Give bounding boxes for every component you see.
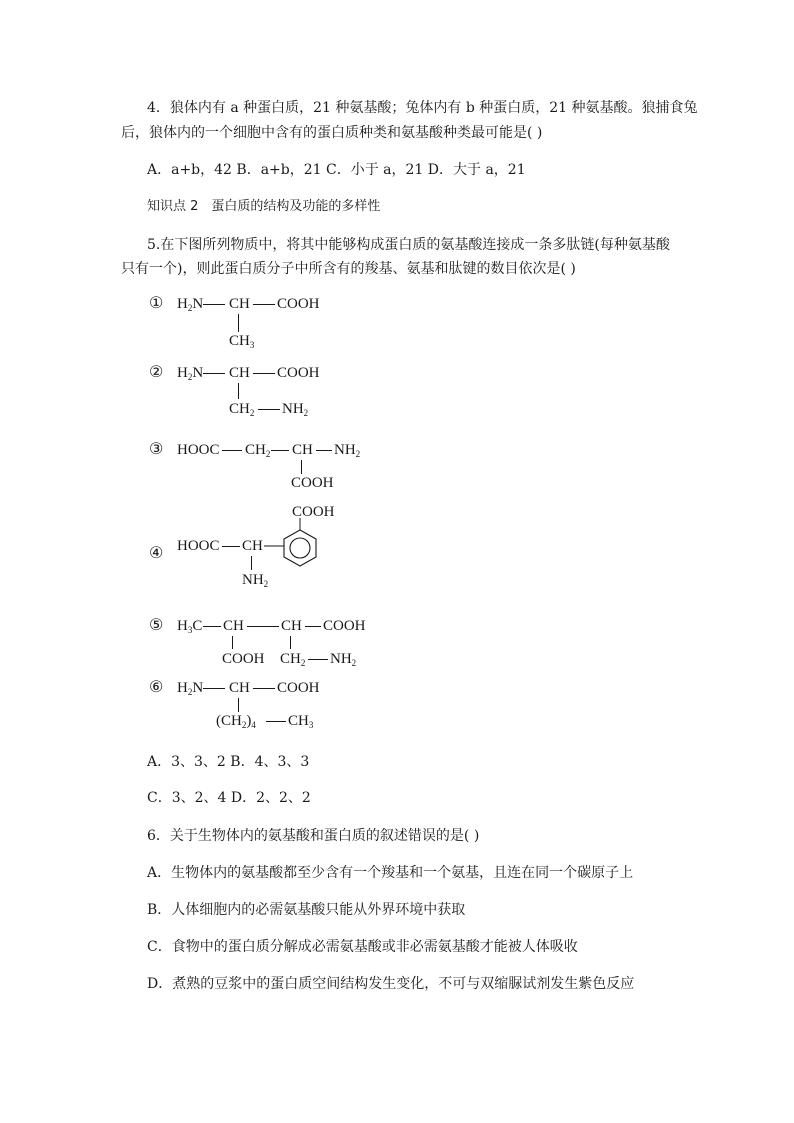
formula-side-chain: $CH_2$ (229, 401, 255, 418)
bond (238, 698, 239, 712)
formula-carbon-2: CH (281, 618, 302, 634)
structure-number: ② (149, 362, 164, 381)
bond (253, 304, 275, 305)
bond (301, 460, 302, 474)
formula-carbon: CH (229, 365, 250, 381)
bond (305, 626, 321, 627)
bond (251, 556, 252, 570)
formula-carbon: CH (292, 442, 313, 458)
formula-amino: $NH_2$ (242, 572, 269, 589)
structure-number: ① (149, 293, 164, 312)
q5-options-ab: A．3、3、2 B．4、3、3 (147, 754, 310, 770)
bond (247, 626, 279, 627)
formula-carbon: CH (229, 680, 250, 696)
q5-options-cd: C．3、2、4 D．2、2、2 (147, 790, 311, 806)
q4-options: A．a+b，42 B．a+b，21 C．小于 a，21 D．大于 a，21 (147, 162, 526, 178)
bond (238, 383, 239, 399)
bond (316, 450, 332, 451)
q4-stem-line2: 后，狼体内的一个细胞中含有的蛋白质种类和氨基酸种类最可能是( ) (121, 125, 543, 141)
formula-main: $H_2N$ (177, 365, 204, 382)
bond (203, 373, 225, 374)
bond (232, 636, 233, 649)
bond (258, 409, 280, 410)
structure-number: ⑥ (149, 677, 164, 696)
q6-option-a: A．生物体内的氨基酸都至少含有一个羧基和一个氨基，且连在同一个碳原子上 (147, 865, 634, 881)
q6-option-b: B．人体细胞内的必需氨基酸只能从外界环境中获取 (147, 902, 466, 918)
formula-carboxyl: COOH (277, 296, 320, 312)
bond (222, 546, 240, 547)
formula-amino: $NH_2$ (330, 651, 357, 668)
formula-side-chain: $CH_2$ (280, 651, 306, 668)
q6-stem: 6．关于生物体内的氨基酸和蛋白质的叙述错误的是( ) (147, 828, 480, 844)
formula-amino: $NH_2$ (282, 401, 309, 418)
formula-ring-carboxyl: COOH (292, 504, 335, 520)
bond (253, 373, 275, 374)
bond (271, 450, 289, 451)
formula-carbon-1: CH (223, 618, 244, 634)
formula-amino: $NH_2$ (334, 442, 361, 459)
q5-stem-line1: 5.在下图所列物质中，将其中能够构成蛋白质的氨基酸连接成一条多肽链(每种氨基酸 (147, 237, 670, 253)
bond (203, 626, 221, 627)
formula-carboxyl: HOOC (177, 442, 220, 458)
bond (253, 688, 275, 689)
q4-stem-line1: 4．狼体内有 a 种蛋白质，21 种氨基酸；兔体内有 b 种蛋白质，21 种氨基酸。狼捕食兔 (147, 100, 698, 116)
bond (308, 659, 328, 660)
formula-main: $H_2N$ (177, 680, 204, 697)
q6-option-d: D．煮熟的豆浆中的蛋白质空间结构发生变化，不可与双缩脲试剂发生紫色反应 (147, 976, 635, 992)
formula-side-carboxyl: COOH (291, 475, 334, 491)
bond (203, 688, 225, 689)
formula-carbon: CH (242, 538, 263, 554)
structure-number: ③ (149, 439, 164, 458)
bond (266, 721, 286, 722)
formula-carboxyl: COOH (277, 680, 320, 696)
formula-methyl: $CH_3$ (288, 713, 314, 730)
formula-carboxyl: COOH (323, 618, 366, 634)
structure-number: ④ (149, 543, 164, 562)
bond (238, 314, 239, 332)
structure-number: ⑤ (149, 615, 164, 634)
formula-carboxyl: HOOC (177, 538, 220, 554)
formula-methyl: $H_3C$ (177, 618, 203, 635)
q5-stem-line2: 只有一个)，则此蛋白质分子中所含有的羧基、氨基和肽键的数目依次是( ) (121, 261, 576, 277)
bond (203, 304, 225, 305)
bond (290, 636, 291, 649)
formula-carboxyl: COOH (277, 365, 320, 381)
benzene-ring-icon (264, 518, 324, 582)
formula-side-chain: $CH_3$ (229, 333, 255, 350)
formula-side-carboxyl: COOH (222, 651, 265, 667)
formula-methylene: $CH_2$ (245, 442, 271, 459)
bond (222, 450, 242, 451)
formula-carbon: CH (229, 296, 250, 312)
q6-option-c: C．食物中的蛋白质分解成必需氨基酸或非必需氨基酸才能被人体吸收 (147, 939, 578, 955)
section-title: 知识点 2 蛋白质的结构及功能的多样性 (147, 199, 381, 214)
formula-side-chain: $(CH_2)_4$ (216, 713, 256, 730)
formula-main: $H_2N$ (177, 296, 204, 313)
